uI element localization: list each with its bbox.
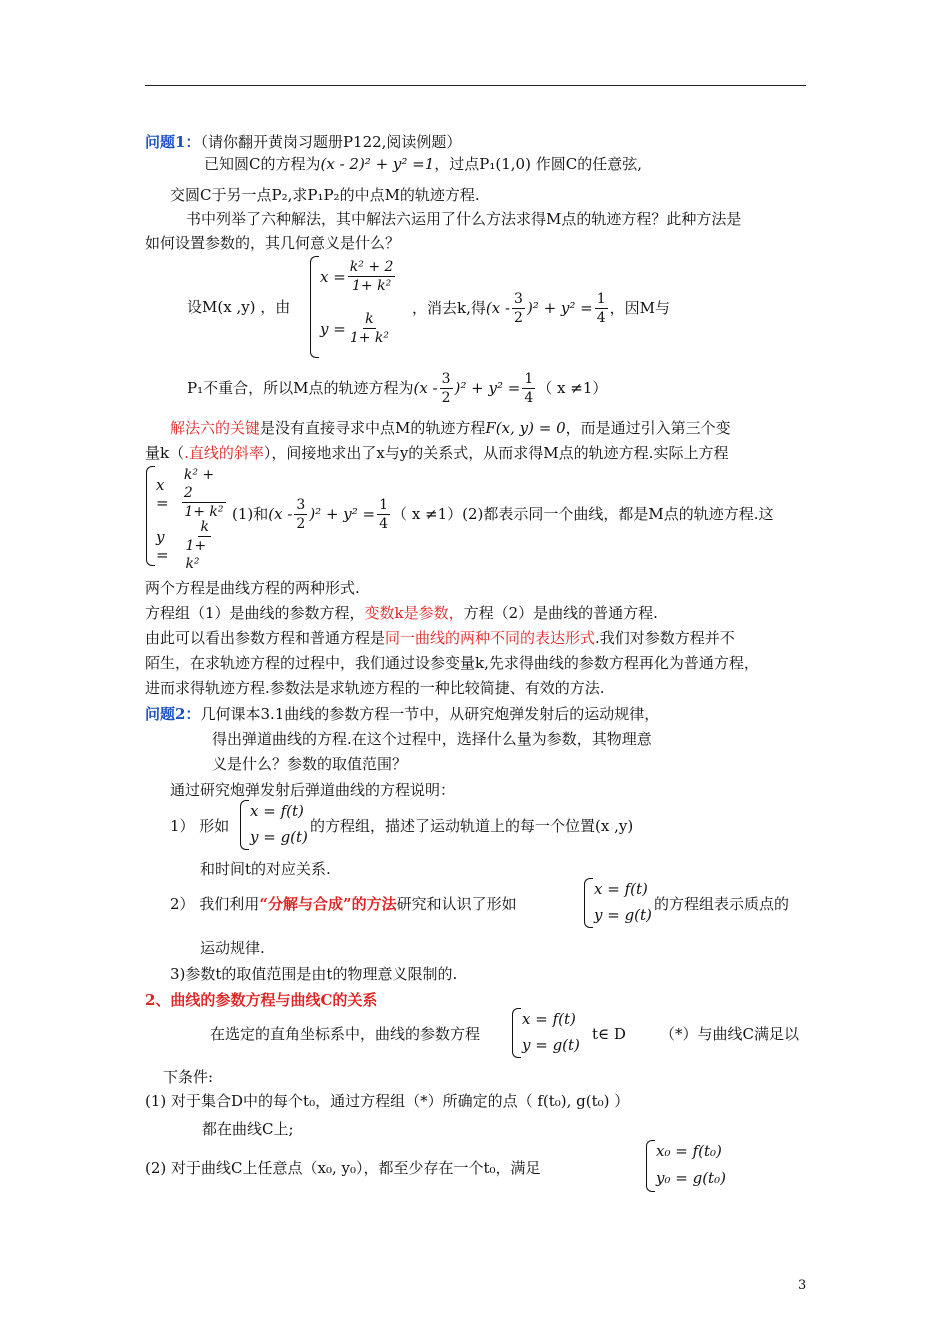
set-m-text: 设M(x ,y) ，由 xyxy=(187,298,291,316)
fraction xyxy=(182,466,226,521)
q1-line1-b: ，过点P₁(1,0) 作圆C的任意弦, xyxy=(434,155,642,173)
fraction xyxy=(377,496,390,533)
x-ft: x = f(t) xyxy=(250,802,304,820)
header-rule xyxy=(145,85,806,86)
q2-line2: 得出弹道曲线的方程.在这个过程中，选择什么量为参数，其物理意 xyxy=(212,730,652,748)
x0-ft0: x₀ = f(t₀) xyxy=(656,1142,722,1160)
key-red-text: 解法六的关键 xyxy=(170,419,261,437)
key-text: ，而是通过引入第三个变 xyxy=(565,419,731,437)
q1-line1-a: 已知圆C的方程为 xyxy=(204,155,321,173)
cond2-a: (2) 对于曲线C上任意点（x₀, y₀），都至少存在一个t₀，满足 xyxy=(145,1159,541,1177)
cond1-b: 都在曲线C上; xyxy=(202,1120,294,1138)
forms-line: 两个方程是曲线方程的两种形式. xyxy=(145,579,360,597)
point2-text: 2） 我们利用 xyxy=(170,895,260,913)
point2-text: 研究和认识了形如 xyxy=(396,895,517,913)
eq2-text: （ x ≠1）(2)都表示同一个曲线，都是M点的轨迹方程.这 xyxy=(392,505,774,523)
eq-part: (x - xyxy=(485,299,511,317)
fraction xyxy=(512,290,525,327)
strange-line: 陌生，在求轨迹方程的过程中，我们通过设参变量k,先求得曲线的参数方程再化为普通方程， xyxy=(145,654,759,672)
point2-d: 运动规律. xyxy=(200,939,265,957)
eq1-label: (1)和 xyxy=(232,505,269,523)
y-gt: y = g(t) xyxy=(594,906,652,924)
eq-part: )² + y² = xyxy=(454,379,521,397)
param-system-5 xyxy=(512,1008,582,1058)
fraction xyxy=(440,370,453,407)
denominator: 2 xyxy=(296,515,306,532)
point2-c: 的方程组表示质点的 xyxy=(654,895,790,913)
q1-line4: 如何设置参数的，其几何意义是什么？ xyxy=(145,234,401,252)
fraction xyxy=(183,518,226,573)
denominator: 1+ k² xyxy=(349,330,389,346)
see-red-text: 同一曲线的两种不同的表达形式 xyxy=(385,629,596,647)
point3: 3)参数t的取值范围是由t的物理意义限制的. xyxy=(170,965,458,983)
param-system-1 xyxy=(310,256,400,358)
brace xyxy=(584,878,593,928)
brace xyxy=(240,800,249,850)
denominator: 2 xyxy=(514,309,523,326)
denominator: 1+ k² xyxy=(184,504,224,520)
numerator: k xyxy=(365,311,374,327)
x-eq: x = xyxy=(320,267,346,286)
eq-part: )² + y² = xyxy=(526,299,593,317)
q2-text: 几何课本3.1曲线的参数方程一节中，从研究炮弹发射后的运动规律， xyxy=(200,705,660,723)
eq-part: (x - xyxy=(413,379,438,397)
denominator: 2 xyxy=(441,389,451,406)
s2-line1-c: （*）与曲线C满足以 xyxy=(660,1025,799,1043)
y-eq: y = xyxy=(320,319,346,338)
eq-part: )² + y² = xyxy=(309,505,376,523)
y-gt: y = g(t) xyxy=(522,1036,580,1054)
denominator: 1+ k² xyxy=(352,278,392,294)
trajectory-text: P₁不重合，所以M点的轨迹方程为 xyxy=(187,379,414,397)
denominator: 4 xyxy=(524,389,534,406)
key-text: ），间接地求出了x与y的关系式，从而求得M点的轨迹方程.实际上方程 xyxy=(263,444,729,462)
q1-line2: 交圆C于另一点P₂,求P₁P₂的中点M的轨迹方程. xyxy=(170,186,480,204)
eliminate-text: ，消去k,得 xyxy=(412,299,486,317)
numerator: 1 xyxy=(596,290,606,307)
point1-b: 的方程组，描述了运动轨道上的每一个位置(x ,y) xyxy=(310,817,634,835)
denominator: 1+ k² xyxy=(185,538,207,572)
brace xyxy=(646,1140,655,1192)
x-eq: x = xyxy=(156,475,169,512)
q1-title-line xyxy=(145,131,461,153)
numerator: 1 xyxy=(524,370,534,387)
see-text: 由此可以看出参数方程和普通方程是 xyxy=(145,629,386,647)
sys1-y-row xyxy=(320,310,393,347)
numerator: 3 xyxy=(441,370,451,387)
param-line xyxy=(145,602,658,624)
y-gt: y = g(t) xyxy=(250,828,308,846)
page-number: 3 xyxy=(798,1278,807,1293)
fraction xyxy=(294,496,307,533)
x-ft: x = f(t) xyxy=(594,880,648,898)
see-line xyxy=(145,627,735,649)
implicit-equation: F(x, y) = 0 xyxy=(485,419,566,437)
cond1-a: (1) 对于集合D中的每个t₀，通过方程组（*）所确定的点（ f(t₀), g(t₀) ） xyxy=(145,1092,630,1110)
because-text: ，因M与 xyxy=(609,299,671,317)
q2-label: 问题2： xyxy=(145,705,201,723)
eq-part: (x - xyxy=(268,505,293,523)
key-text: 量k（ xyxy=(145,444,185,462)
denominator: 4 xyxy=(596,309,606,326)
point2-line xyxy=(170,893,517,915)
q1-label: 问题1： xyxy=(145,133,201,151)
fraction xyxy=(348,258,396,295)
param-system-3 xyxy=(240,800,310,850)
s2-line1-a: 在选定的直角坐标系中，曲线的参数方程 xyxy=(210,1025,481,1043)
numerator: 3 xyxy=(514,290,523,307)
slope-red-text: .直线的斜率 xyxy=(184,444,264,462)
key-line2 xyxy=(145,442,728,464)
s2-line2: 下条件: xyxy=(163,1068,214,1086)
numerator: 3 xyxy=(296,496,306,513)
fraction xyxy=(348,310,391,347)
y-eq: y = xyxy=(156,527,169,564)
numerator: k² + 2 xyxy=(182,466,226,503)
q1-line1 xyxy=(204,153,642,175)
trajectory-line xyxy=(187,370,607,406)
numerator: k² + 2 xyxy=(349,259,394,275)
sys2-x-row xyxy=(156,466,228,521)
q2-line4: 通过研究炮弹发射后弹道曲线的方程说明： xyxy=(170,781,456,799)
fraction xyxy=(522,370,535,407)
q1-line3: 书中列举了六种解法，其中解法六运用了什么方法求得M点的轨迹方程？此种方法是 xyxy=(186,210,742,228)
y0-gt0: y₀ = g(t₀) xyxy=(656,1169,726,1187)
q1-hint: （请你翻开黄岗习题册P122,阅读例题） xyxy=(200,133,462,151)
key-line1 xyxy=(170,417,731,439)
param-text: 方程（2）是曲线的普通方程. xyxy=(463,604,658,622)
key-text: 是没有直接寻求中点M的轨迹方程 xyxy=(260,419,486,437)
brace xyxy=(512,1008,521,1058)
q2-line1 xyxy=(145,703,659,725)
sys2-y-row xyxy=(156,518,228,573)
numerator: 1 xyxy=(379,496,389,513)
fraction xyxy=(595,290,608,327)
point2-red-text: “分解与合成”的方法 xyxy=(259,895,397,913)
param-text: 方程组（1）是曲线的参数方程， xyxy=(145,604,365,622)
numerator: k xyxy=(200,519,209,535)
equations-12-line xyxy=(232,496,774,532)
see-text: .我们对参数方程并不 xyxy=(595,629,735,647)
param-system-6 xyxy=(646,1140,730,1192)
brace xyxy=(146,466,155,566)
section2-heading: 2、曲线的参数方程与曲线C的关系 xyxy=(145,991,378,1009)
brace xyxy=(310,256,319,358)
q2-line3: 义是什么？参数的取值范围？ xyxy=(212,755,408,773)
param-system-4 xyxy=(584,878,654,928)
s2-domain: t∈ D xyxy=(592,1025,626,1043)
x-ft: x = f(t) xyxy=(522,1010,576,1028)
thus-line: 进而求得轨迹方程.参数法是求轨迹方程的一种比较简捷、有效的方法. xyxy=(145,679,605,697)
sys1-x-row xyxy=(320,258,397,295)
eliminate-k-line xyxy=(412,290,670,326)
param-system-2 xyxy=(146,466,228,572)
condition: （ x ≠1） xyxy=(537,379,608,397)
point1-c: 和时间t的对应关系. xyxy=(200,860,331,878)
point1-a: 1） 形如 xyxy=(170,817,230,835)
denominator: 4 xyxy=(379,515,389,532)
param-red-text: 变数k是参数， xyxy=(364,604,464,622)
circle-equation: (x - 2)² + y² =1 xyxy=(320,155,435,173)
